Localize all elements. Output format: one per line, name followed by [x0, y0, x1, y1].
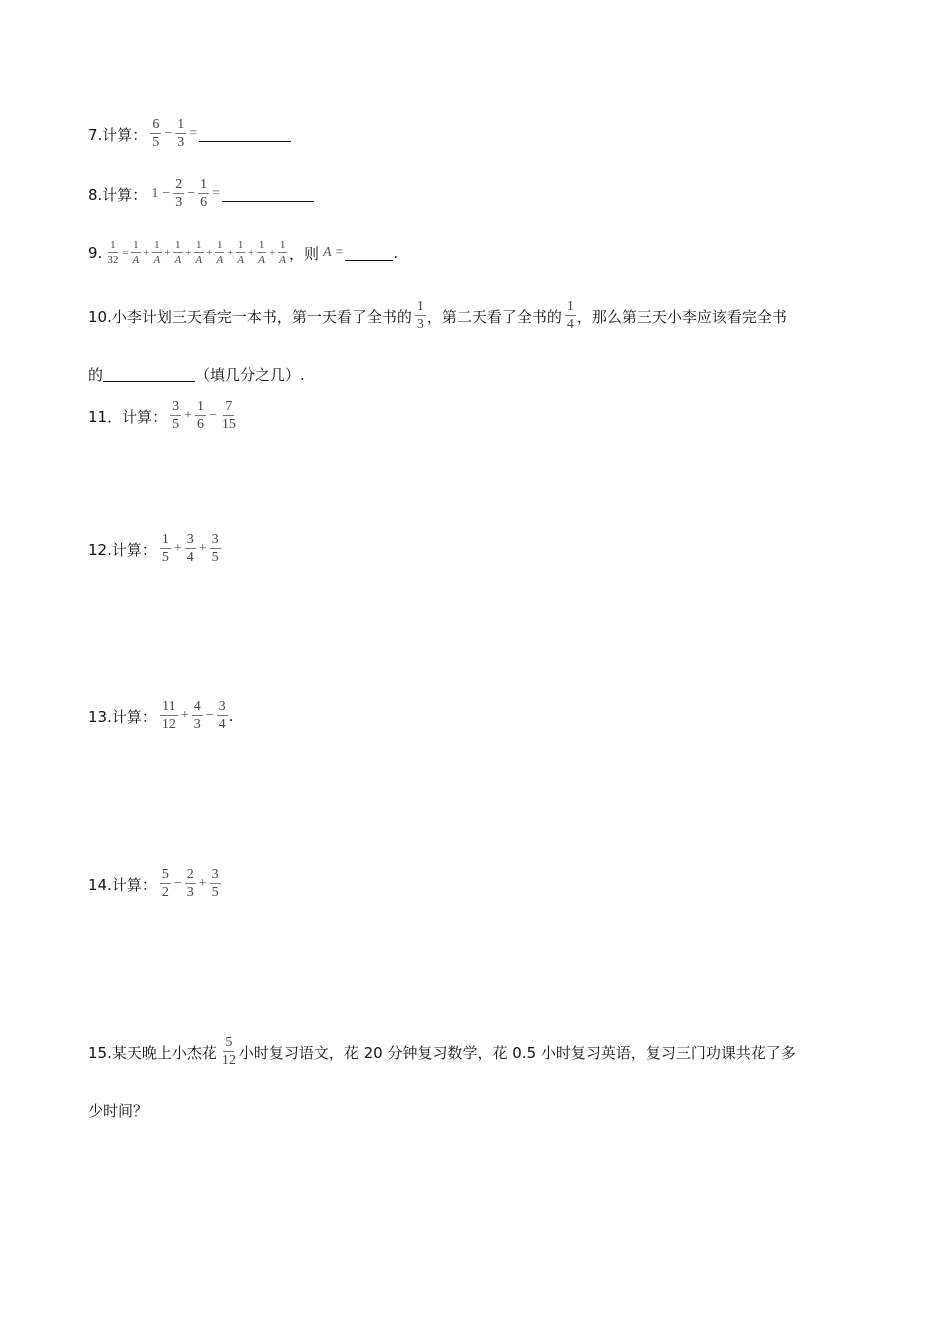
fraction: $\frac{6}{5}$ — [152, 117, 160, 150]
fraction: $\frac{1}{A}$ — [174, 239, 182, 266]
fraction: $\frac{7}{15}$ — [221, 399, 236, 432]
question-7-label: 7.计算： — [88, 125, 148, 144]
fraction: $\frac{1}{3}$ — [416, 299, 424, 332]
question-8-label: 8.计算： — [88, 185, 148, 204]
fraction: $\frac{2}{3}$ — [175, 177, 183, 210]
fraction: $\frac{1}{A}$ — [132, 239, 140, 266]
fraction: $\frac{1}{A}$ — [258, 239, 265, 266]
fraction: $\frac{3}{4}$ — [186, 532, 194, 565]
question-15: 15.某天晚上小杰花 $\frac{5}{12}$ 小时复习语文，花 20 分钟复习数学，花 0.5 小时复习英语，复习三门功课共花了多 — [88, 1035, 796, 1068]
fraction: $\frac{3}{5}$ — [211, 532, 219, 565]
question-7 — [88, 118, 291, 150]
fraction: $\frac{11}{12}$ — [161, 699, 176, 732]
fraction: $\frac{1}{A}$ — [153, 239, 161, 266]
question-7-expression: $\frac{6}{5}$ − $\frac{1}{3}$ = — [152, 117, 198, 150]
question-14-label: 14.计算： — [88, 875, 157, 894]
question-10-line-2: 的 （填几分之几）. — [88, 366, 305, 384]
question-11 — [88, 400, 239, 432]
answer-blank[interactable] — [103, 367, 195, 382]
question-14 — [88, 868, 222, 900]
question-11-label: 11．计算： — [88, 407, 168, 426]
fraction: $\frac{1}{32}$ — [107, 239, 119, 266]
fraction: $\frac{1}{A}$ — [279, 239, 286, 266]
fraction: $\frac{1}{6}$ — [197, 399, 204, 432]
question-9-label: 9. — [88, 244, 103, 262]
fraction: $\frac{1}{A}$ — [237, 239, 245, 266]
fraction: $\frac{5}{2}$ — [161, 867, 169, 900]
answer-blank[interactable] — [199, 127, 291, 142]
fraction: $\frac{3}{5}$ — [211, 867, 219, 900]
fraction: $\frac{4}{3}$ — [193, 699, 201, 732]
question-12-label: 12.计算： — [88, 540, 157, 559]
answer-blank[interactable] — [222, 187, 314, 202]
fraction: $\frac{5}{12}$ — [221, 1035, 236, 1068]
fraction: $\frac{1}{4}$ — [566, 299, 574, 332]
fraction: $\frac{1}{A}$ — [195, 239, 203, 266]
question-8-expression: 1 − $\frac{2}{3}$ − $\frac{1}{6}$ = — [151, 177, 221, 210]
fraction: $\frac{1}{6}$ — [200, 177, 208, 210]
fraction: $\frac{1}{5}$ — [161, 532, 169, 565]
question-9: 9. $\frac{1}{32}$ = $\frac{1}{A}$ + $\frac{1}{A}$ + $\frac{1}{A}$ + $\frac{1}{A}$ + $\frac{1}{A}$ + $\frac{1}{A}$ + $\frac{1}{A}$ + $\frac{1}{A}$ ，则 A = . — [88, 239, 399, 266]
fraction: $\frac{1}{3}$ — [177, 117, 185, 150]
question-8 — [88, 178, 314, 210]
question-10: 10.小李计划三天看完一本书，第一天看了全书的 $\frac{1}{3}$ ，第二天看了全书的 $\frac{1}{4}$ ，那么第三天小李应该看完全书 — [88, 299, 787, 332]
question-9-expression: $\frac{1}{32}$ = $\frac{1}{A}$ + $\frac{1}{A}$ + $\frac{1}{A}$ + $\frac{1}{A}$ + $\frac{1}{A}$ + $\frac{1}{A}$ + $\frac{1}{A}$ + $\frac{1}{A}$ — [107, 239, 286, 266]
question-12 — [88, 533, 222, 565]
fraction: $\frac{1}{A}$ — [216, 239, 224, 266]
fraction: $\frac{3}{5}$ — [172, 399, 180, 432]
answer-blank[interactable] — [345, 246, 393, 261]
question-13-label: 13.计算： — [88, 707, 157, 726]
question-14-expression: $\frac{5}{2}$ − $\frac{2}{3}$ + $\frac{3}{5}$ — [161, 867, 219, 900]
question-11-expression: $\frac{3}{5}$ + $\frac{1}{6}$ − $\frac{7}{15}$ — [172, 399, 236, 432]
fraction: $\frac{3}{4}$ — [218, 699, 226, 732]
question-13: 13.计算： $\frac{11}{12}$ + $\frac{4}{3}$ − $\frac{3}{4}$ . — [88, 699, 234, 732]
question-12-expression: $\frac{1}{5}$ + $\frac{3}{4}$ + $\frac{3}{5}$ — [161, 532, 219, 565]
fraction: $\frac{2}{3}$ — [186, 867, 194, 900]
question-13-expression: $\frac{11}{12}$ + $\frac{4}{3}$ − $\frac{3}{4}$ — [161, 699, 226, 732]
question-15-line-2: 少时间？ — [88, 1102, 149, 1120]
